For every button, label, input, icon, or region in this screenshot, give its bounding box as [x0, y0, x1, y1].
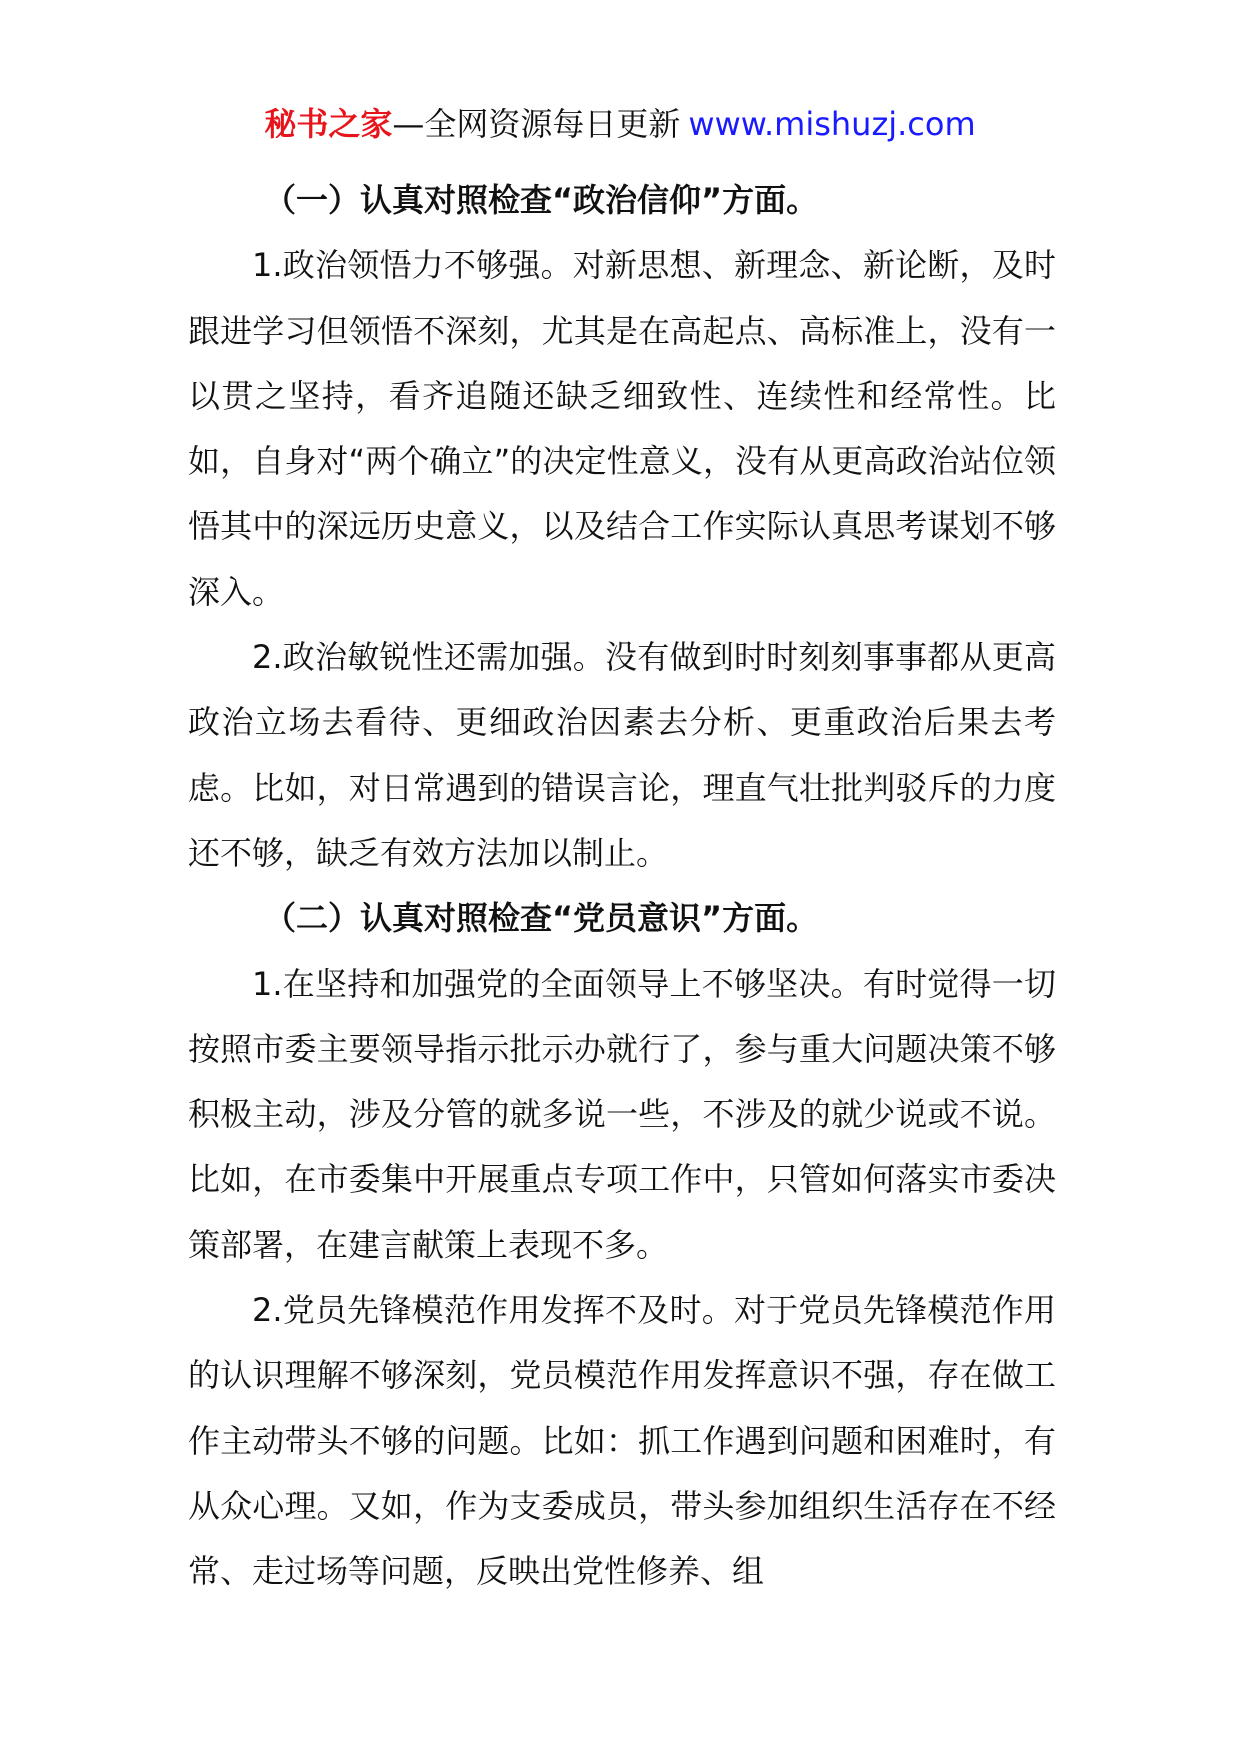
paragraph-2-1: 1.在坚持和加强党的全面领导上不够坚决。有时觉得一切按照市委主要领导指示批示办就行了，参与重大问题决策不够积极主动，涉及分管的就多说一些，不涉及的就少说或不说。比如，在市委集中开展重点专项工作中，只管如何落实市委决策部署，在建言献策上表现不多。 [188, 964, 1056, 1264]
brand-name: 秘书之家 [264, 105, 393, 143]
site-url-link[interactable]: www.mishuzj.com [688, 105, 976, 143]
document-body [188, 168, 1056, 1605]
section-heading-2: （二）认真对照检查“党员意识”方面。 [264, 899, 819, 938]
page-header [0, 100, 1240, 148]
section-heading-1: （一）认真对照检查“政治信仰”方面。 [264, 181, 819, 219]
paragraph-2-2: 2.党员先锋模范作用发挥不及时。对于党员先锋模范作用的认识理解不够深刻，党员模范作用发挥意识不强，存在做工作主动带头不够的问题。比如：抓工作遇到问题和困难时，有从众心理。又如，作为支委成员，带头参加组织生活存在不经常、走过场等问题，反映出党性修养、组 [188, 1291, 1056, 1591]
paragraph-1-2: 2.政治敏锐性还需加强。没有做到时时刻刻事事都从更高政治立场去看待、更细政治因素去分析、更重政治后果去考虑。比如，对日常遇到的错误言论，理直气壮批判驳斥的力度还不够，缺乏有效方法加以制止。 [188, 638, 1056, 872]
paragraph-1-1: 1.政治领悟力不够强。对新思想、新理念、新论断，及时跟进学习但领悟不深刻，尤其是在高起点、高标准上，没有一以贯之坚持，看齐追随还缺乏细致性、连续性和经常性。比如，自身对“两个确立”的决定性意义，没有从更高政治站位领悟其中的深远历史意义，以及结合工作实际认真思考谋划不够深入。 [188, 246, 1056, 611]
header-tagline: —全网资源每日更新 [392, 105, 681, 143]
